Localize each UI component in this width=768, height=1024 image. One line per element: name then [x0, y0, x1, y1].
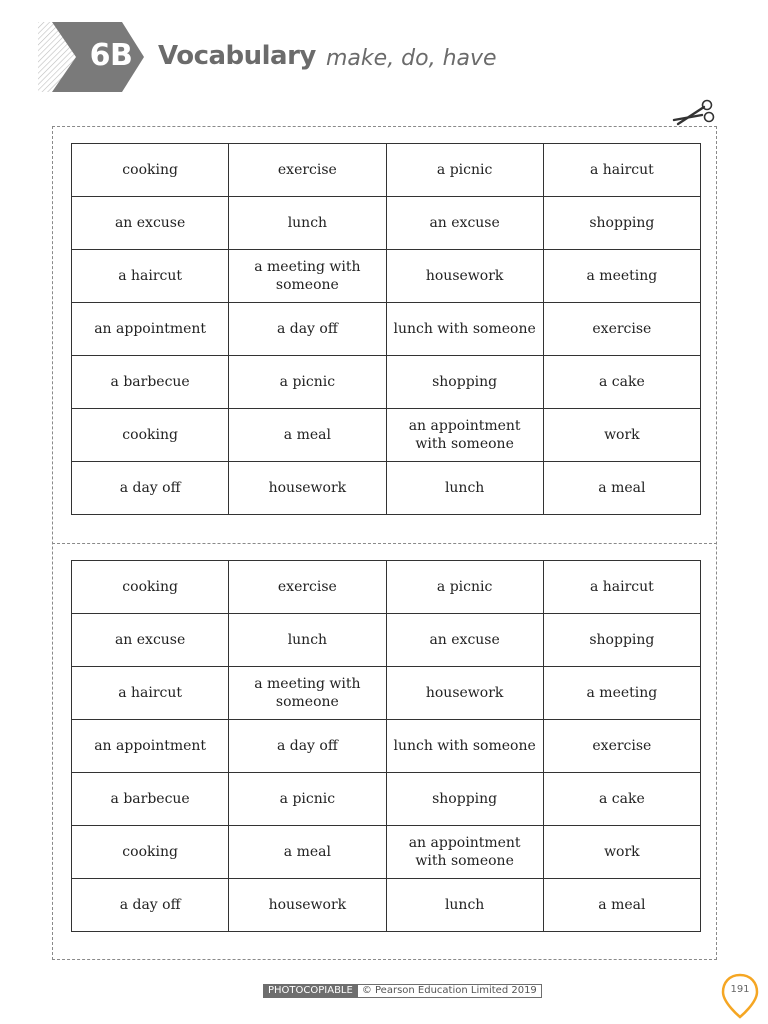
page-subtitle: make, do, have — [326, 46, 497, 71]
card-row — [72, 667, 701, 720]
card-row — [72, 826, 701, 879]
vocab-card: cooking — [72, 826, 229, 879]
vocab-card: exercise — [229, 144, 386, 197]
card-row — [72, 303, 701, 356]
vocab-card: a meal — [543, 879, 700, 932]
vocab-card: cooking — [72, 409, 229, 462]
card-row — [72, 356, 701, 409]
vocab-card: shopping — [386, 356, 543, 409]
vocab-card: work — [543, 826, 700, 879]
card-row — [72, 250, 701, 303]
vocab-card: a barbecue — [72, 356, 229, 409]
card-row — [72, 409, 701, 462]
vocab-card: a meeting — [543, 667, 700, 720]
vocab-card: a day off — [72, 462, 229, 515]
vocab-card: a picnic — [386, 144, 543, 197]
unit-badge — [38, 22, 144, 92]
vocab-card: an appointment — [72, 303, 229, 356]
vocab-card: a picnic — [386, 561, 543, 614]
vocab-card: a day off — [229, 720, 386, 773]
photocopiable-label: PHOTOCOPIABLE — [263, 984, 358, 998]
map-pin-icon — [720, 973, 760, 1019]
vocab-card: a meal — [543, 462, 700, 515]
footer — [263, 984, 542, 998]
vocab-card: an excuse — [386, 614, 543, 667]
vocab-card: a haircut — [72, 250, 229, 303]
vocab-card: exercise — [229, 561, 386, 614]
vocab-card: an appointment with someone — [386, 409, 543, 462]
vocab-card: a meal — [229, 409, 386, 462]
vocab-card: shopping — [543, 614, 700, 667]
card-grid-bottom — [71, 560, 701, 932]
vocab-card: cooking — [72, 144, 229, 197]
card-row — [72, 462, 701, 515]
vocab-card: housework — [386, 250, 543, 303]
vocab-card: housework — [229, 462, 386, 515]
vocab-card: housework — [386, 667, 543, 720]
vocab-card: an excuse — [72, 197, 229, 250]
vocab-card: an excuse — [386, 197, 543, 250]
card-grid-top — [71, 143, 701, 515]
vocab-card: an excuse — [72, 614, 229, 667]
card-row — [72, 773, 701, 826]
vocab-card: lunch — [386, 462, 543, 515]
vocab-card: a picnic — [229, 773, 386, 826]
vocab-card: lunch with someone — [386, 303, 543, 356]
vocab-card: lunch — [229, 614, 386, 667]
vocab-card: a day off — [72, 879, 229, 932]
page-title: Vocabulary — [158, 41, 316, 71]
vocab-card: lunch — [386, 879, 543, 932]
vocab-card: a barbecue — [72, 773, 229, 826]
scissors-icon — [672, 98, 718, 128]
card-row — [72, 614, 701, 667]
vocab-card: an appointment with someone — [386, 826, 543, 879]
card-row — [72, 879, 701, 932]
cut-line — [52, 543, 717, 544]
card-row — [72, 720, 701, 773]
vocab-card: a haircut — [543, 144, 700, 197]
vocab-card: shopping — [386, 773, 543, 826]
vocab-card: exercise — [543, 303, 700, 356]
vocab-card: shopping — [543, 197, 700, 250]
vocab-card: housework — [229, 879, 386, 932]
vocab-card: a cake — [543, 356, 700, 409]
unit-number: 6B — [89, 38, 133, 73]
vocab-card: a meeting with someone — [229, 667, 386, 720]
vocab-card: a meeting — [543, 250, 700, 303]
vocab-card: a picnic — [229, 356, 386, 409]
vocab-card: a meal — [229, 826, 386, 879]
vocab-card: a meeting with someone — [229, 250, 386, 303]
copyright-text: © Pearson Education Limited 2019 — [358, 984, 542, 998]
vocab-card: lunch — [229, 197, 386, 250]
vocab-card: a haircut — [72, 667, 229, 720]
page-number: 191 — [730, 984, 750, 995]
vocab-card: lunch with someone — [386, 720, 543, 773]
vocab-card: work — [543, 409, 700, 462]
vocab-card: a haircut — [543, 561, 700, 614]
vocab-card: an appointment — [72, 720, 229, 773]
page-header — [38, 22, 738, 92]
vocab-card: cooking — [72, 561, 229, 614]
card-row — [72, 144, 701, 197]
card-row — [72, 561, 701, 614]
card-row — [72, 197, 701, 250]
vocab-card: a cake — [543, 773, 700, 826]
vocab-card: exercise — [543, 720, 700, 773]
vocab-card: a day off — [229, 303, 386, 356]
